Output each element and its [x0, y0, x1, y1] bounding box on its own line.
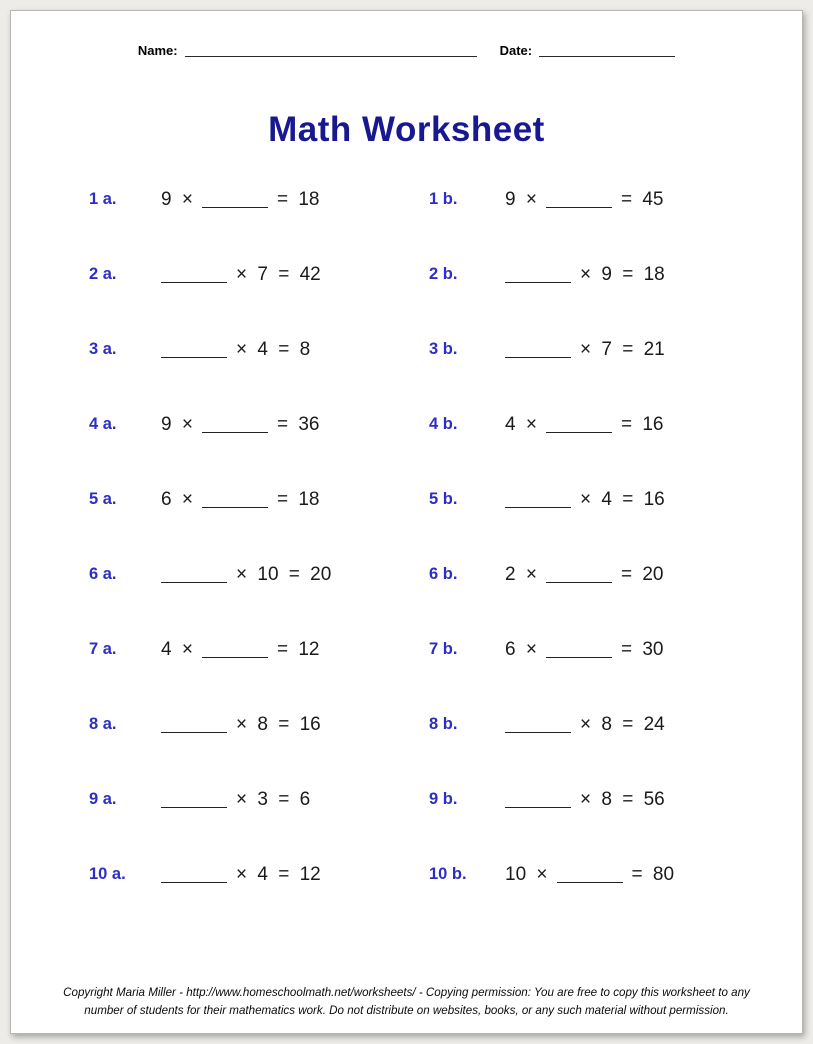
expression-after: × 8 = 56: [580, 788, 665, 810]
problem-expression: [505, 264, 802, 286]
problem-label: 8 a.: [89, 715, 117, 733]
name-label: Name:: [137, 43, 178, 58]
expression-before: 9 ×: [161, 413, 193, 435]
expression-after: × 8 = 16: [236, 713, 321, 735]
problem-label: 9 b.: [429, 790, 458, 808]
expression-before: 6 ×: [161, 488, 193, 510]
answer-blank[interactable]: [546, 644, 612, 658]
date-label: Date:: [499, 43, 533, 58]
expression-before: 4 ×: [505, 413, 537, 435]
answer-blank[interactable]: [161, 344, 227, 358]
expression-before: 4 ×: [161, 638, 193, 660]
answer-blank[interactable]: [202, 644, 268, 658]
answer-blank[interactable]: [202, 494, 268, 508]
problem-expression: [161, 714, 429, 736]
expression-before: 9 ×: [505, 188, 537, 210]
problem-label: 10 b.: [429, 865, 467, 883]
problem-expression: [161, 189, 429, 211]
problem-expression: [161, 264, 429, 286]
problem-label: 10 a.: [89, 865, 126, 883]
name-blank-line[interactable]: [185, 43, 477, 57]
expression-before: 6 ×: [505, 638, 537, 660]
problem-label: 4 b.: [429, 415, 458, 433]
problem-label: 2 b.: [429, 265, 458, 283]
problem-label: 5 b.: [429, 490, 458, 508]
problem-label: 5 a.: [89, 490, 117, 508]
footer: [11, 984, 802, 1020]
name-date-row: [11, 11, 802, 58]
answer-blank[interactable]: [505, 269, 571, 283]
expression-after: × 9 = 18: [580, 263, 665, 285]
answer-blank[interactable]: [505, 719, 571, 733]
answer-blank[interactable]: [161, 794, 227, 808]
problem-expression: [505, 714, 802, 736]
problem-expression: [505, 339, 802, 361]
expression-after: × 7 = 21: [580, 338, 665, 360]
problems-grid: [11, 162, 802, 912]
expression-after: × 8 = 24: [580, 713, 665, 735]
worksheet-title: Math Worksheet: [268, 110, 545, 149]
problem-label: 6 a.: [89, 565, 117, 583]
expression-after: = 20: [620, 563, 664, 585]
answer-blank[interactable]: [505, 494, 571, 508]
expression-after: × 3 = 6: [236, 788, 311, 810]
problem-expression: [505, 864, 802, 886]
answer-blank[interactable]: [505, 794, 571, 808]
answer-blank[interactable]: [161, 569, 227, 583]
problem-label: 7 b.: [429, 640, 458, 658]
expression-after: = 36: [276, 413, 320, 435]
expression-after: = 12: [276, 638, 320, 660]
problem-label: 6 b.: [429, 565, 458, 583]
answer-blank[interactable]: [202, 419, 268, 433]
worksheet-page: [10, 10, 803, 1034]
answer-blank[interactable]: [557, 869, 623, 883]
problem-label: 3 a.: [89, 340, 117, 358]
expression-after: = 16: [620, 413, 664, 435]
footer-line-2: number of students for their mathematics work. Do not distribute on websites, books, or any such material without permission.: [84, 1003, 729, 1017]
answer-blank[interactable]: [546, 569, 612, 583]
date-blank-line[interactable]: [539, 43, 675, 57]
problem-label: 3 b.: [429, 340, 458, 358]
expression-after: = 18: [276, 488, 320, 510]
problem-expression: [161, 414, 429, 436]
problem-label: 2 a.: [89, 265, 117, 283]
expression-after: × 10 = 20: [236, 563, 332, 585]
expression-before: 10 ×: [505, 863, 548, 885]
problem-expression: [505, 489, 802, 511]
answer-blank[interactable]: [161, 719, 227, 733]
problem-label: 1 a.: [89, 190, 117, 208]
expression-after: × 4 = 8: [236, 338, 311, 360]
answer-blank[interactable]: [505, 344, 571, 358]
expression-before: 9 ×: [161, 188, 193, 210]
expression-after: × 4 = 12: [236, 863, 321, 885]
problem-label: 4 a.: [89, 415, 117, 433]
expression-after: = 45: [620, 188, 664, 210]
problem-expression: [161, 489, 429, 511]
problem-expression: [505, 189, 802, 211]
expression-after: = 80: [631, 863, 675, 885]
expression-after: = 18: [276, 188, 320, 210]
problem-expression: [505, 789, 802, 811]
expression-after: = 30: [620, 638, 664, 660]
expression-before: 2 ×: [505, 563, 537, 585]
problem-label: 8 b.: [429, 715, 458, 733]
problem-label: 7 a.: [89, 640, 117, 658]
answer-blank[interactable]: [161, 269, 227, 283]
problem-expression: [161, 564, 429, 586]
expression-after: × 4 = 16: [580, 488, 665, 510]
problem-label: 9 a.: [89, 790, 117, 808]
expression-after: × 7 = 42: [236, 263, 321, 285]
problem-expression: [505, 564, 802, 586]
problem-label: 1 b.: [429, 190, 458, 208]
problem-expression: [161, 789, 429, 811]
problem-expression: [161, 864, 429, 886]
answer-blank[interactable]: [202, 194, 268, 208]
problem-expression: [505, 414, 802, 436]
problem-expression: [161, 639, 429, 661]
answer-blank[interactable]: [546, 194, 612, 208]
problem-expression: [505, 639, 802, 661]
problem-expression: [161, 339, 429, 361]
answer-blank[interactable]: [546, 419, 612, 433]
answer-blank[interactable]: [161, 869, 227, 883]
footer-line-1: Copyright Maria Miller - http://www.homeschoolmath.net/worksheets/ - Copying permission: You are free to copy this worksheet to any: [63, 986, 750, 999]
